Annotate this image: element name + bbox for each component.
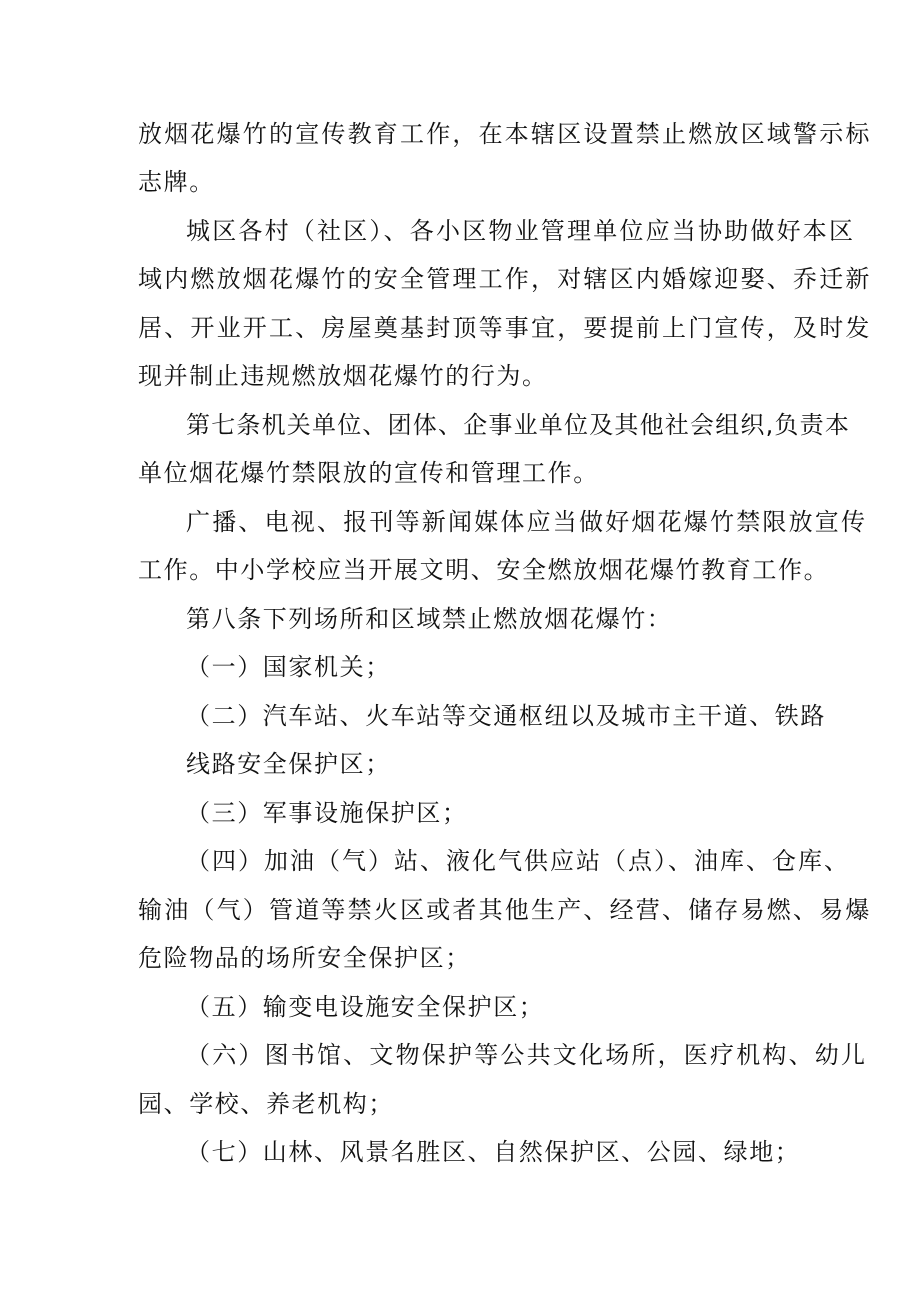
text-line: 线路安全保护区； bbox=[186, 750, 391, 778]
text-line: （四）加油（气）站、液化气供应站（点）、油库、仓库、 bbox=[186, 847, 850, 875]
text-line: 域内燃放烟花爆竹的安全管理工作，对辖区内婚嫁迎娶、乔迁新 bbox=[138, 265, 872, 293]
text-line: 危险物品的场所安全保护区； bbox=[138, 944, 471, 972]
text-line: （七）山林、风景名胜区、自然保护区、公园、绿地； bbox=[186, 1138, 801, 1166]
text-line: 工作。中小学校应当开展文明、安全燃放烟花爆竹教育工作。 bbox=[138, 556, 830, 584]
text-line: 第七条机关单位、团体、企事业单位及其他社会组织,负责本 bbox=[186, 411, 851, 439]
text-line: 广播、电视、报刊等新闻媒体应当做好烟花爆竹禁限放宣传 bbox=[186, 508, 868, 536]
text-line: 现并制止违规燃放烟花爆竹的行为。 bbox=[138, 362, 548, 390]
text-line: 志牌。 bbox=[138, 168, 215, 196]
text-line: 居、开业开工、房屋奠基封顶等事宜，要提前上门宣传，及时发 bbox=[138, 314, 872, 342]
text-line: （三）军事设施保护区； bbox=[186, 799, 468, 827]
text-line: 城区各村（社区）、各小区物业管理单位应当协助做好本区 bbox=[186, 217, 856, 245]
text-line: 单位烟花爆竹禁限放的宣传和管理工作。 bbox=[138, 459, 599, 487]
text-line: 园、学校、养老机构； bbox=[138, 1090, 394, 1118]
text-line: （二）汽车站、火车站等交通枢纽以及城市主干道、铁路 bbox=[186, 702, 826, 730]
text-line: 放烟花爆竹的宣传教育工作，在本辖区设置禁止燃放区域警示标 bbox=[138, 120, 872, 148]
text-line: 输油（气）管道等禁火区或者其他生产、经营、储存易燃、易爆 bbox=[138, 896, 872, 924]
text-line: （一）国家机关； bbox=[186, 653, 391, 681]
text-line: 第八条下列场所和区域禁止燃放烟花爆竹： bbox=[186, 605, 673, 633]
text-line: （六）图书馆、文物保护等公共文化场所，医疗机构、幼儿 bbox=[186, 1041, 868, 1069]
text-line: （五）输变电设施安全保护区； bbox=[186, 993, 545, 1021]
